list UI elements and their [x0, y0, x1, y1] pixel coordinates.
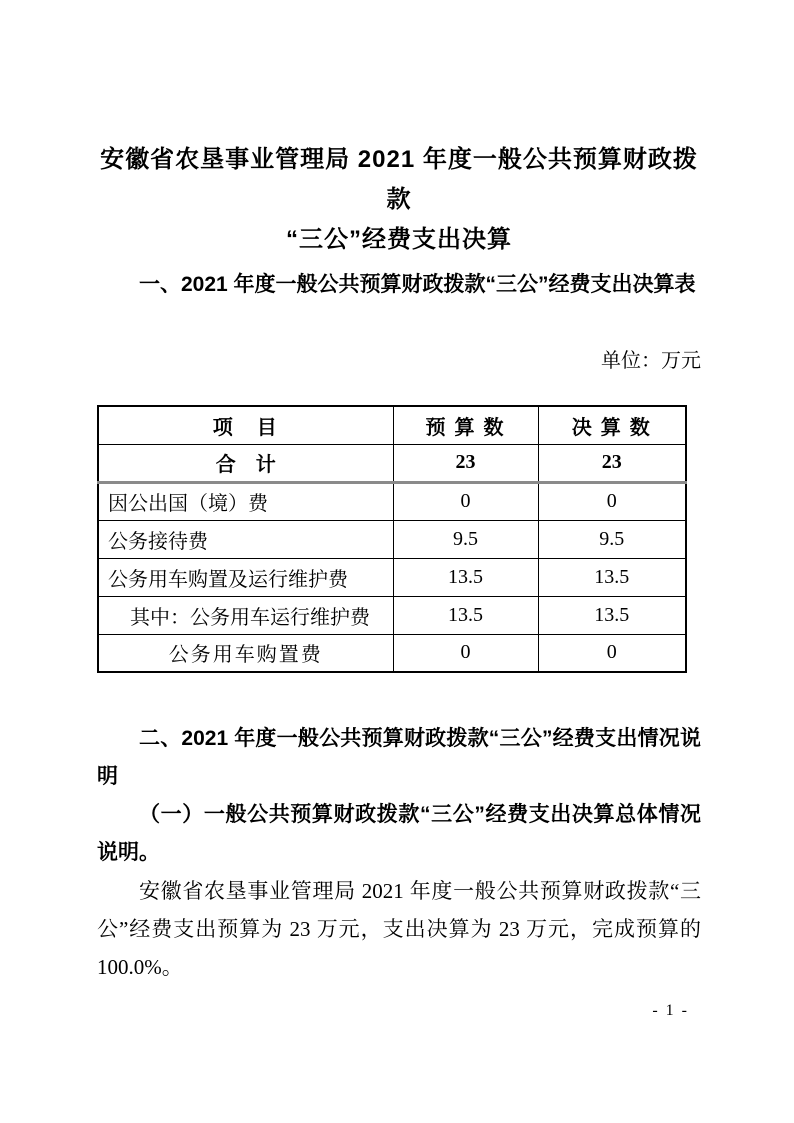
unit-label: 单位：万元 [601, 350, 701, 372]
section2-heading: 二、2021 年度一般公共预算财政拨款“三公”经费支出情况说明 [97, 727, 701, 788]
table-row [98, 444, 686, 482]
page-number: - 1 - [652, 1002, 689, 1019]
cell-final: 13.5 [538, 596, 686, 634]
doc-title [97, 140, 701, 260]
cell-item: 因公出国（境）费 [98, 482, 393, 520]
expense-table-body [98, 444, 686, 672]
cell-budget: 13.5 [393, 596, 538, 634]
cell-final: 9.5 [538, 520, 686, 558]
cell-budget: 0 [393, 482, 538, 520]
expense-table [97, 405, 687, 673]
cell-item: 公务用车购置及运行维护费 [98, 558, 393, 596]
header-cell-item: 项 目 [98, 406, 393, 444]
table-row [98, 558, 686, 596]
cell-item: 其中：公务用车运行维护费 [98, 596, 393, 634]
table-header-row [98, 406, 686, 444]
cell-final: 13.5 [538, 558, 686, 596]
cell-final: 0 [538, 482, 686, 520]
cell-item: 公务用车购置费 [98, 634, 393, 672]
cell-final: 23 [538, 444, 686, 482]
table-row [98, 596, 686, 634]
section1-heading: 一、2021 年度一般公共预算财政拨款“三公”经费支出决算表 [139, 273, 696, 296]
doc-title-line1: 安徽省农垦事业管理局 2021 年度一般公共预算财政拨款 [100, 146, 698, 213]
header-cell-final: 决 算 数 [538, 406, 686, 444]
table-row [98, 634, 686, 672]
table-row [98, 482, 686, 520]
doc-title-line2: “三公”经费支出决算 [286, 226, 512, 253]
table-row [98, 520, 686, 558]
section2-subheading: （一）一般公共预算财政拨款“三公”经费支出决算总体情况说明。 [97, 803, 701, 864]
cell-item: 公务接待费 [98, 520, 393, 558]
header-cell-budget: 预 算 数 [393, 406, 538, 444]
section2-paragraph: 安徽省农垦事业管理局 2021 年度一般公共预算财政拨款“三公”经费支出预算为 23 万元，支出决算为 23 万元，完成预算的 100.0%。 [97, 879, 701, 979]
cell-budget: 13.5 [393, 558, 538, 596]
cell-budget: 23 [393, 444, 538, 482]
cell-final: 0 [538, 634, 686, 672]
section2 [97, 720, 701, 986]
cell-budget: 9.5 [393, 520, 538, 558]
cell-budget: 0 [393, 634, 538, 672]
cell-item: 合 计 [98, 444, 393, 482]
